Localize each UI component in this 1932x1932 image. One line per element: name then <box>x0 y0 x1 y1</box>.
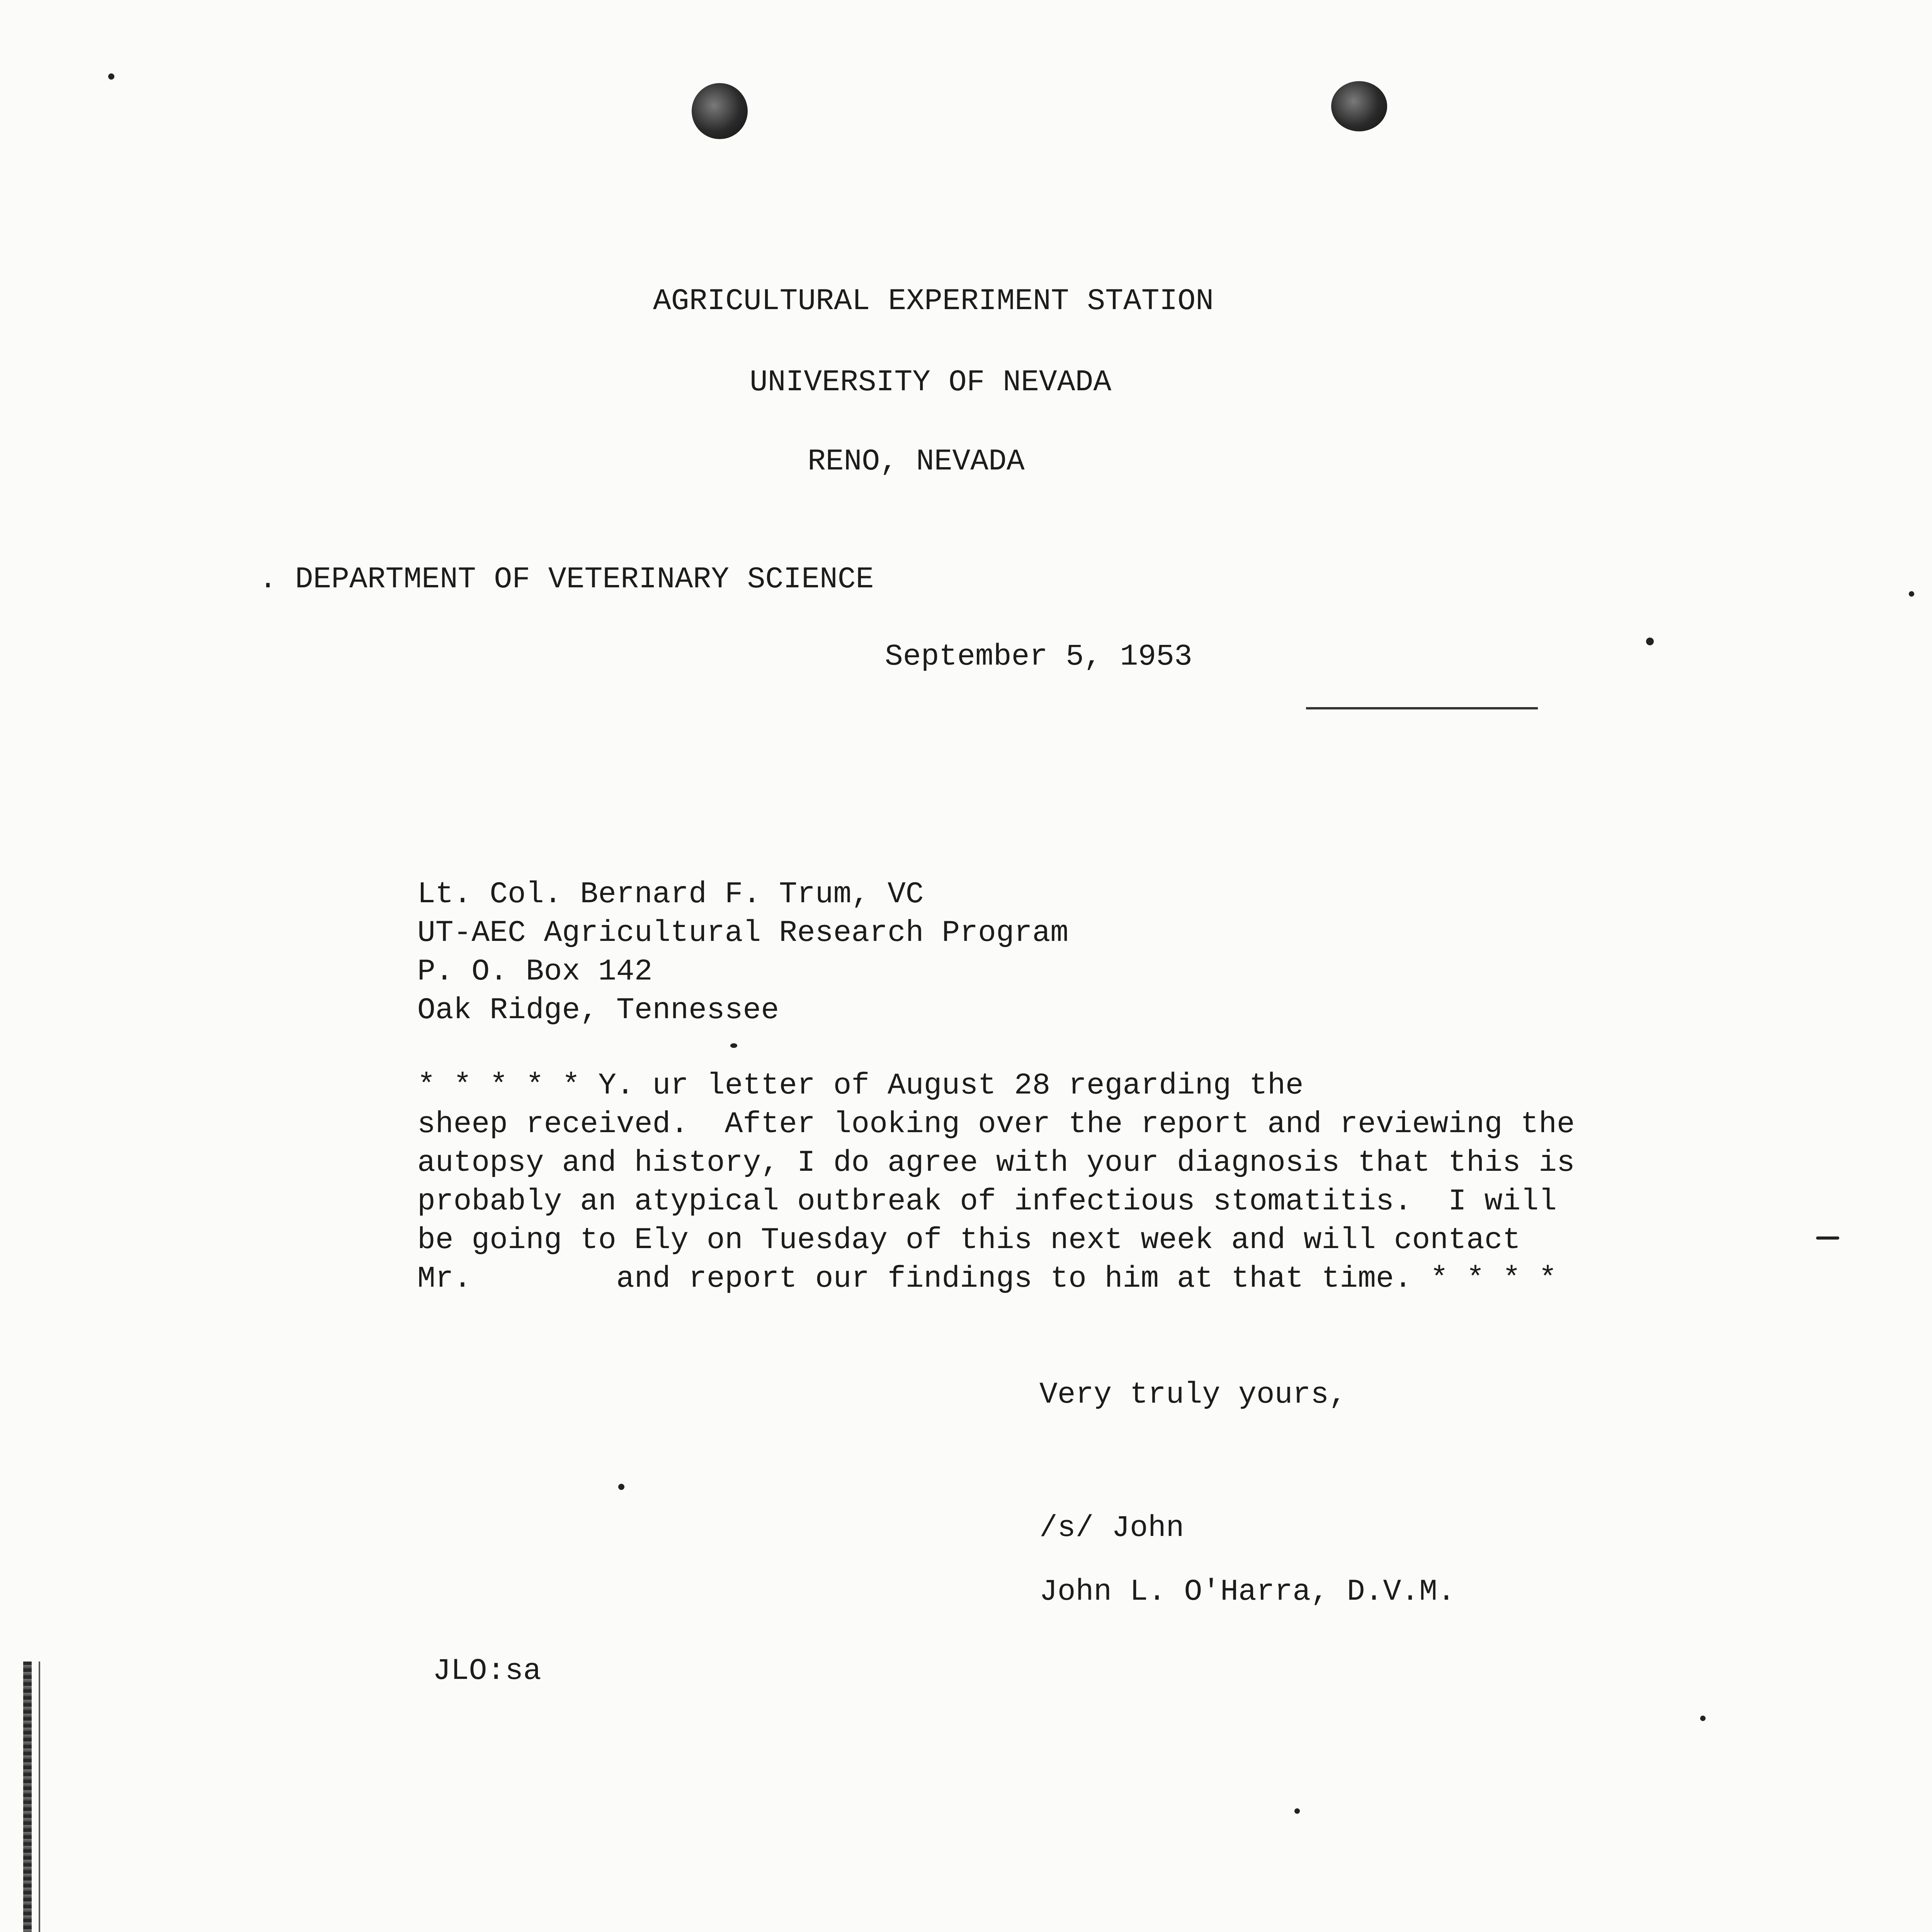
closing: Very truly yours, <box>1039 1378 1347 1412</box>
speck <box>1294 1808 1300 1814</box>
scan-edge-line <box>39 1662 40 1932</box>
speck <box>1909 591 1914 597</box>
scan-edge-strip <box>23 1662 32 1932</box>
stray-rule-line <box>1306 707 1538 709</box>
signature: /s/ John <box>1039 1511 1184 1545</box>
body-line-4: probably an atypical outbreak of infectious stomatitis. I will <box>417 1185 1557 1219</box>
recipient-line-1: Lt. Col. Bernard F. Trum, VC <box>417 878 924 912</box>
speck <box>1646 638 1654 645</box>
letterhead-line-1: AGRICULTURAL EXPERIMENT STATION <box>653 284 1214 318</box>
recipient-line-4: Oak Ridge, Tennessee <box>417 993 779 1027</box>
punch-hole-right <box>1331 81 1387 131</box>
speck <box>1816 1236 1839 1240</box>
letterhead-line-2: UNIVERSITY OF NEVADA <box>750 366 1112 400</box>
letter-date: September 5, 1953 <box>885 640 1192 674</box>
body-line-5: be going to Ely on Tuesday of this next week and will contact <box>417 1223 1521 1257</box>
speck <box>1700 1716 1706 1721</box>
speck <box>618 1484 624 1490</box>
department-line: . DEPARTMENT OF VETERINARY SCIENCE <box>259 563 874 597</box>
body-line-3: autopsy and history, I do agree with your diagnosis that this is <box>417 1146 1575 1180</box>
typist-initials: JLO:sa <box>433 1654 541 1688</box>
punch-hole-left <box>692 83 748 139</box>
body-line-6: Mr. and report our findings to him at that time. * * * * <box>417 1262 1557 1296</box>
speck <box>730 1043 737 1048</box>
body-line-2: sheep received. After looking over the report and reviewing the <box>417 1107 1575 1141</box>
body-line-1: * * * * * Y. ur letter of August 28 regarding the <box>417 1069 1304 1103</box>
speck <box>108 73 114 80</box>
signer-name: John L. O'Harra, D.V.M. <box>1039 1575 1456 1609</box>
recipient-line-3: P. O. Box 142 <box>417 955 653 989</box>
letterhead-line-3: RENO, NEVADA <box>808 445 1025 479</box>
recipient-line-2: UT-AEC Agricultural Research Program <box>417 916 1069 950</box>
